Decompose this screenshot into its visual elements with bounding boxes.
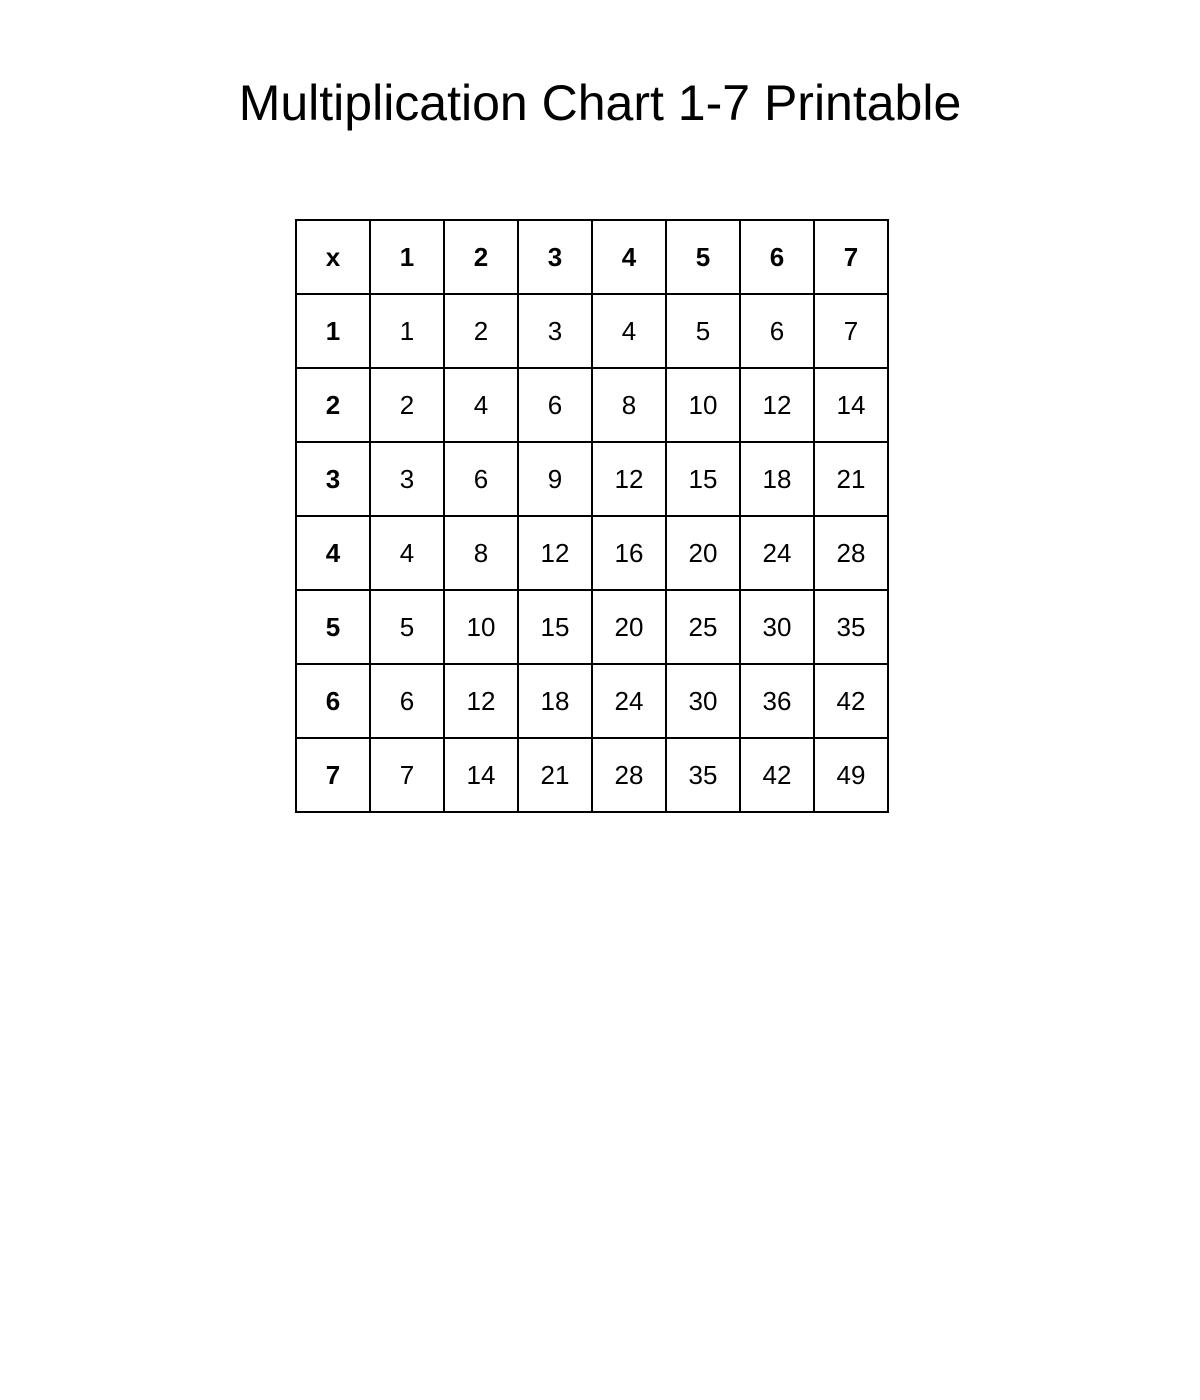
product-cell: 28 [814, 516, 888, 590]
product-cell: 18 [518, 664, 592, 738]
product-cell: 30 [740, 590, 814, 664]
table-row [296, 590, 888, 664]
product-cell: 24 [740, 516, 814, 590]
column-header: 6 [740, 220, 814, 294]
table-row [296, 368, 888, 442]
header-row [296, 220, 888, 294]
product-cell: 20 [666, 516, 740, 590]
product-cell: 8 [592, 368, 666, 442]
product-cell: 35 [666, 738, 740, 812]
table-body [296, 220, 888, 812]
product-cell: 49 [814, 738, 888, 812]
column-header: 5 [666, 220, 740, 294]
product-cell: 28 [592, 738, 666, 812]
column-header: 7 [814, 220, 888, 294]
row-header: 5 [296, 590, 370, 664]
table-row [296, 294, 888, 368]
product-cell: 12 [518, 516, 592, 590]
column-header: 3 [518, 220, 592, 294]
product-cell: 21 [518, 738, 592, 812]
table-row [296, 516, 888, 590]
product-cell: 21 [814, 442, 888, 516]
product-cell: 12 [444, 664, 518, 738]
product-cell: 10 [444, 590, 518, 664]
product-cell: 10 [666, 368, 740, 442]
product-cell: 2 [370, 368, 444, 442]
table-row [296, 442, 888, 516]
product-cell: 4 [444, 368, 518, 442]
product-cell: 42 [740, 738, 814, 812]
product-cell: 3 [370, 442, 444, 516]
product-cell: 12 [592, 442, 666, 516]
row-header: 3 [296, 442, 370, 516]
product-cell: 18 [740, 442, 814, 516]
product-cell: 6 [370, 664, 444, 738]
product-cell: 7 [370, 738, 444, 812]
product-cell: 14 [814, 368, 888, 442]
page-title: Multiplication Chart 1-7 Printable [238, 75, 962, 131]
product-cell: 4 [592, 294, 666, 368]
product-cell: 6 [518, 368, 592, 442]
product-cell: 7 [814, 294, 888, 368]
product-cell: 6 [740, 294, 814, 368]
product-cell: 5 [370, 590, 444, 664]
product-cell: 4 [370, 516, 444, 590]
column-header: 1 [370, 220, 444, 294]
product-cell: 30 [666, 664, 740, 738]
product-cell: 12 [740, 368, 814, 442]
product-cell: 6 [444, 442, 518, 516]
row-header: 6 [296, 664, 370, 738]
multiplication-table [295, 219, 889, 813]
product-cell: 35 [814, 590, 888, 664]
product-cell: 42 [814, 664, 888, 738]
column-header: 2 [444, 220, 518, 294]
table-row [296, 738, 888, 812]
product-cell: 36 [740, 664, 814, 738]
product-cell: 16 [592, 516, 666, 590]
product-cell: 25 [666, 590, 740, 664]
product-cell: 1 [370, 294, 444, 368]
product-cell: 20 [592, 590, 666, 664]
product-cell: 15 [518, 590, 592, 664]
corner-cell: x [296, 220, 370, 294]
table-row [296, 664, 888, 738]
product-cell: 2 [444, 294, 518, 368]
product-cell: 3 [518, 294, 592, 368]
row-header: 7 [296, 738, 370, 812]
row-header: 1 [296, 294, 370, 368]
product-cell: 15 [666, 442, 740, 516]
product-cell: 9 [518, 442, 592, 516]
product-cell: 14 [444, 738, 518, 812]
product-cell: 5 [666, 294, 740, 368]
product-cell: 8 [444, 516, 518, 590]
row-header: 4 [296, 516, 370, 590]
column-header: 4 [592, 220, 666, 294]
row-header: 2 [296, 368, 370, 442]
product-cell: 24 [592, 664, 666, 738]
